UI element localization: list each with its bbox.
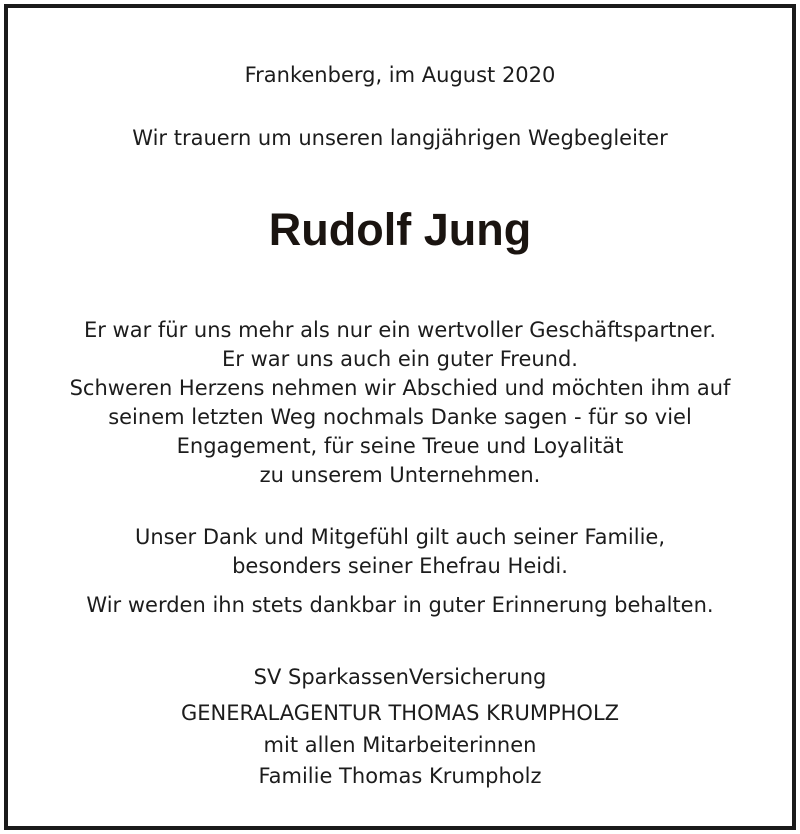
intro-text: Wir trauern um unseren langjährigen Wegbegleiter [132,126,668,150]
sympathy-line: Unser Dank und Mitgefühl gilt auch seiner Familie, [134,525,666,549]
body-line: seinem letzten Weg nochmals Danke sagen - für so viel [108,405,692,429]
body-line: Schweren Herzens nehmen wir Abschied und möchten ihm auf [69,376,731,400]
remembrance-text: Wir werden ihn stets dankbar in guter Erinnerung behalten. [86,593,714,617]
body-line: Engagement, für seine Treue und Loyalität [176,434,624,458]
body-line: Er war für uns mehr als nur ein wertvoller Geschäftspartner. [83,318,717,342]
sympathy-line: besonders seiner Ehefrau Heidi. [232,554,568,578]
signature-company: SV SparkassenVersicherung [253,665,547,689]
body-line: Er war uns auch ein guter Freund. [222,347,578,371]
place-date: Frankenberg, im August 2020 [244,63,556,87]
body-line: zu unserem Unternehmen. [259,463,541,487]
signature-staff: mit allen Mitarbeiterinnen [263,733,537,757]
signature-agency: GENERALAGENTUR THOMAS KRUMPHOLZ [180,701,620,725]
signature-family: Familie Thomas Krumpholz [258,764,542,788]
deceased-name: Rudolf Jung [268,204,532,255]
